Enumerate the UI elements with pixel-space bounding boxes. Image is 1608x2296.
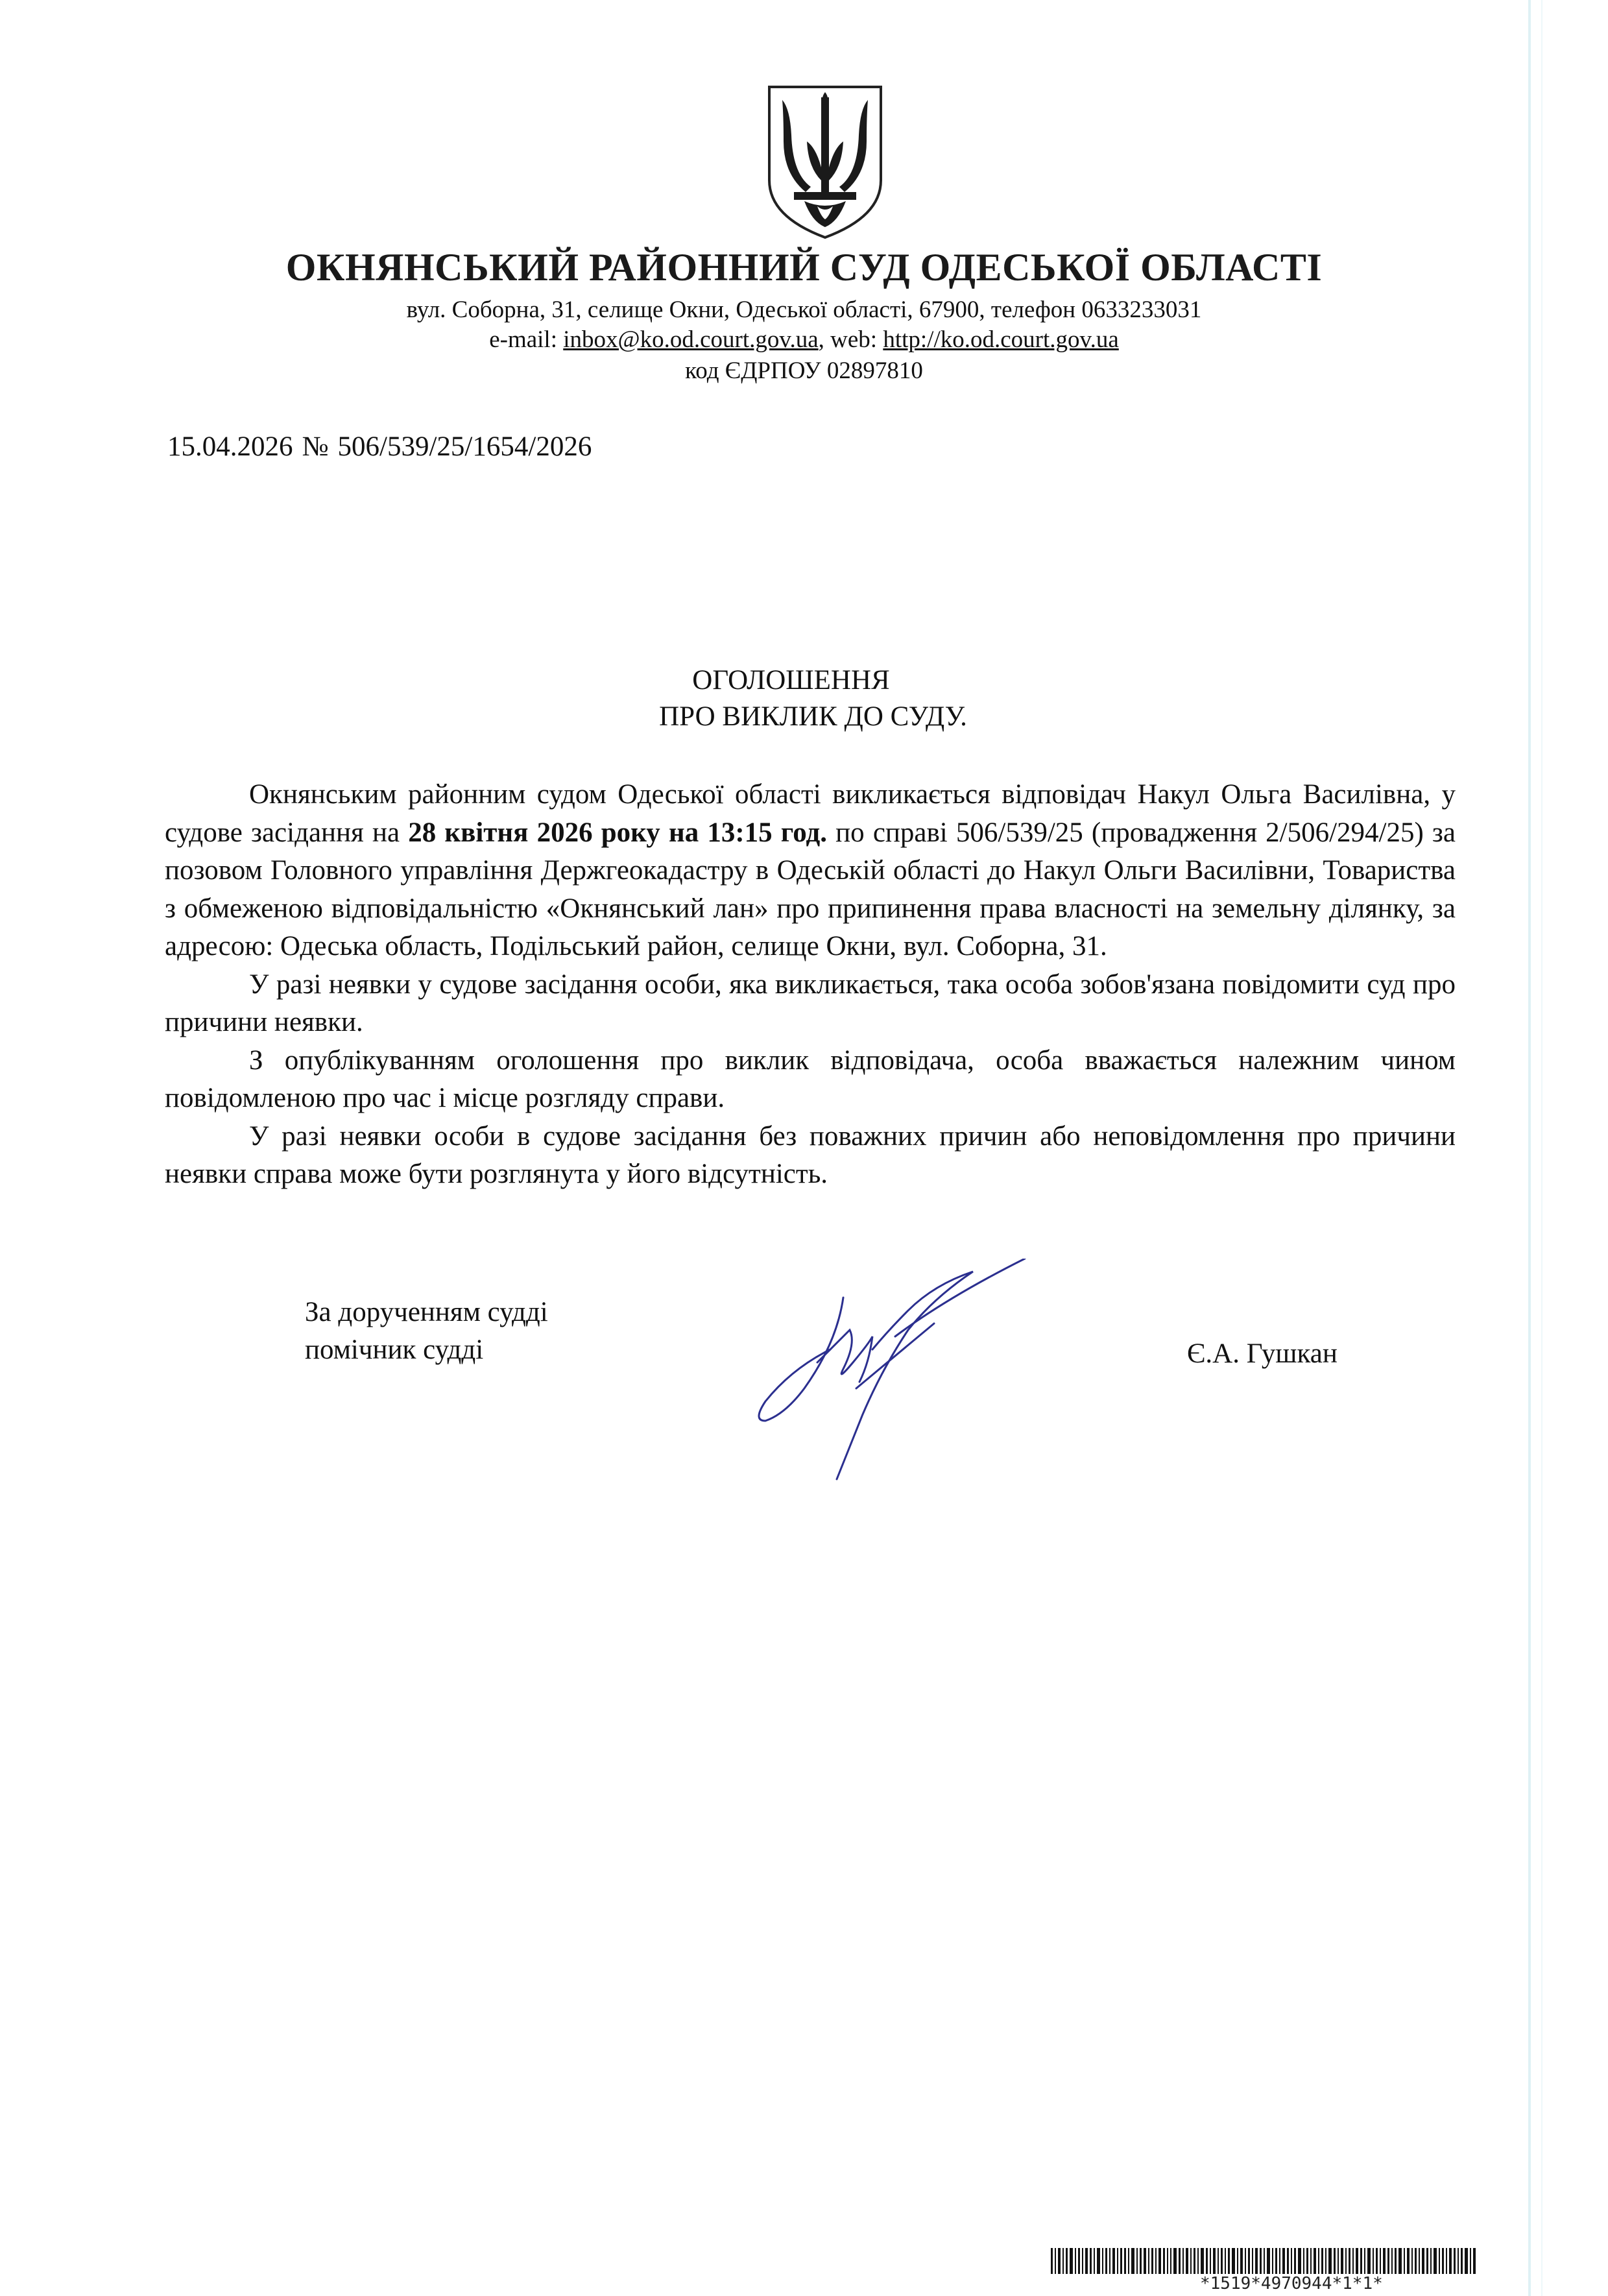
registration-line (167, 431, 592, 463)
barcode-bar (1328, 2248, 1332, 2274)
trident-emblem-icon (765, 83, 885, 241)
barcode-bar (1128, 2248, 1129, 2274)
barcode-bar (1082, 2248, 1083, 2274)
barcode-bar (1279, 2248, 1280, 2274)
announcement-title: ОГОЛОШЕННЯ (692, 665, 890, 695)
barcode-bar (1426, 2248, 1428, 2274)
number-sign: № (302, 431, 329, 462)
barcode-bar (1473, 2248, 1476, 2274)
barcode-bar (1430, 2248, 1432, 2274)
barcode-bar (1085, 2248, 1088, 2274)
barcode-bar (1422, 2248, 1424, 2274)
barcode-bar (1411, 2248, 1413, 2274)
barcode-bar (1167, 2248, 1168, 2274)
barcode-bar (1303, 2248, 1304, 2274)
barcode-bar (1404, 2248, 1405, 2274)
handwritten-signature (739, 1259, 1064, 1492)
barcode-bar (1058, 2248, 1061, 2274)
barcode-text: *1519*4970944*1*1* (1200, 2274, 1383, 2293)
barcode-bar (1232, 2248, 1235, 2274)
barcode-bar (1376, 2248, 1378, 2274)
web-label: , web: (818, 326, 883, 353)
barcode-bar (1446, 2248, 1447, 2274)
paragraph-consequences: У разі неявки особи в судове засідання без поважних причин або неповідомлення про причини неявки справа може бути розглянута у його відсутність. (165, 1120, 1456, 1189)
barcode-bar (1470, 2248, 1471, 2274)
barcode-bar (1395, 2248, 1397, 2274)
barcode-bar (1345, 2248, 1347, 2274)
barcode-bar (1465, 2248, 1468, 2274)
barcode-bar (1066, 2248, 1068, 2274)
barcode-bar (1383, 2248, 1386, 2274)
barcode-bar (1352, 2248, 1354, 2274)
barcode-bar (1155, 2248, 1157, 2274)
barcode-bar (1461, 2248, 1463, 2274)
barcode-bar (1454, 2248, 1456, 2274)
paragraph-summons: Окнянським районним судом Одеської області викликається відповідач Накул Ольга Василівна, у судове засідання на 28 квітня 2026 року на 13:15 год. по справі 506/539/25 (провадження 2/506/294/25) за позовом Головного управління Держгеокадастру в Одеській області до Накул Ольги Василівни, Товариства з обмеженою відповідальністю «Окнянський лан» про припинення права власності на земельну ділянку, за адресою: Одеська область, Подільський район, селище Окни, вул. Соборна, 31. (165, 779, 1456, 961)
signatory-role-line1: За дорученням судді (305, 1297, 548, 1327)
barcode-bar (1310, 2248, 1312, 2274)
barcode-bar (1070, 2248, 1073, 2274)
barcode-bar (1102, 2248, 1103, 2274)
barcode-bar (1190, 2248, 1192, 2274)
barcode-bar (1109, 2248, 1110, 2274)
barcode-bar (1051, 2248, 1053, 2274)
barcode-bar (1334, 2248, 1336, 2274)
barcode-bar (1407, 2248, 1410, 2274)
barcode-bar (1097, 2248, 1100, 2274)
barcode-bar (1364, 2248, 1365, 2274)
announcement-body (165, 776, 1456, 1194)
barcode-bar (1252, 2248, 1253, 2274)
barcode-bar (1314, 2248, 1316, 2274)
barcode-bar (1380, 2248, 1381, 2274)
barcode-bar (1140, 2248, 1142, 2274)
barcode-bar (1210, 2248, 1211, 2274)
barcode-bar (1194, 2248, 1195, 2274)
barcode-bar (1240, 2248, 1243, 2274)
barcode-bar (1442, 2248, 1444, 2274)
barcode-bar (1356, 2248, 1358, 2274)
barcode-bar (1373, 2248, 1374, 2274)
court-name: ОКНЯНСЬКИЙ РАЙОННИЙ СУД ОДЕСЬКОЇ ОБЛАСТІ (285, 246, 1323, 289)
barcode-bar (1321, 2248, 1323, 2274)
barcode-bar (1245, 2248, 1246, 2274)
barcode-bar (1434, 2248, 1437, 2274)
hearing-datetime: 28 квітня 2026 року на 13:15 год. (408, 817, 828, 848)
registration-number: 506/539/25/1654/2026 (337, 431, 592, 462)
barcode-bar (1218, 2248, 1219, 2274)
barcode-bar (1398, 2248, 1402, 2274)
document-barcode (1051, 2248, 1528, 2274)
barcode-bar (1349, 2248, 1350, 2274)
barcode-bar (1306, 2248, 1308, 2274)
barcode-bar (1255, 2248, 1258, 2274)
paragraph-publication: З опублікуванням оголошення про виклик відповідача, особа вважається належним чином повідомленою про час і місце розгляду справи. (165, 1045, 1456, 1113)
barcode-bar (1325, 2248, 1326, 2274)
barcode-bar (1090, 2248, 1092, 2274)
barcode-bar (1260, 2248, 1262, 2274)
barcode-bar (1228, 2248, 1230, 2274)
barcode-bar (1151, 2248, 1153, 2274)
barcode-bar (1291, 2248, 1292, 2274)
court-address: вул. Соборна, 31, селище Окни, Одеської області, 67900, телефон 0633233031 (406, 296, 1202, 323)
barcode-bar (1062, 2248, 1064, 2274)
signatory-role-line2: помічник судді (305, 1335, 484, 1365)
barcode-bar (1148, 2248, 1149, 2274)
signatory-name: Є.А. Гушкан (1187, 1338, 1338, 1369)
email-label: e-mail: (489, 326, 564, 353)
barcode-bar (1341, 2248, 1343, 2274)
barcode-bar (1170, 2248, 1171, 2274)
barcode-bar (1275, 2248, 1277, 2274)
barcode-bar (1338, 2248, 1339, 2274)
barcode-bar (1367, 2248, 1371, 2274)
edrpou-code: код ЄДРПОУ 02897810 (685, 357, 923, 384)
barcode-bar (1267, 2248, 1270, 2274)
barcode-bar (1112, 2248, 1115, 2274)
barcode-bar (1237, 2248, 1238, 2274)
barcode-bar (1282, 2248, 1285, 2274)
barcode-bar (1294, 2248, 1296, 2274)
barcode-bar (1131, 2248, 1134, 2274)
barcode-bar (1136, 2248, 1138, 2274)
barcode-bar (1419, 2248, 1420, 2274)
barcode-bar (1144, 2248, 1146, 2274)
barcode-bar (1182, 2248, 1184, 2274)
barcode-bar (1105, 2248, 1107, 2274)
barcode-bar (1318, 2248, 1319, 2274)
barcode-bar (1458, 2248, 1459, 2274)
barcode-bar (1248, 2248, 1250, 2274)
barcode-bar (1201, 2248, 1204, 2274)
barcode-bar (1449, 2248, 1452, 2274)
barcode-bar (1120, 2248, 1122, 2274)
barcode-bar (1439, 2248, 1440, 2274)
paragraph-absence-notice: У разі неявки у судове засідання особи, яка викликається, така особа зобов'язана повідомити суд про причини неявки. (165, 969, 1456, 1037)
barcode-bar (1117, 2248, 1118, 2274)
barcode-bar (1163, 2248, 1165, 2274)
barcode-bar (1221, 2248, 1223, 2274)
web-link[interactable]: http://ko.od.court.gov.ua (883, 326, 1119, 353)
barcode-bar (1055, 2248, 1056, 2274)
barcode-bar (1287, 2248, 1289, 2274)
barcode-bar (1158, 2248, 1161, 2274)
barcode-bar (1298, 2248, 1301, 2274)
barcode-bar (1078, 2248, 1080, 2274)
barcode-bar (1179, 2248, 1181, 2274)
email-link[interactable]: inbox@ko.od.court.gov.ua (563, 326, 819, 353)
barcode-bar (1391, 2248, 1393, 2274)
barcode-bar (1197, 2248, 1199, 2274)
barcode-bar (1075, 2248, 1076, 2274)
barcode-bar (1186, 2248, 1188, 2274)
barcode-bar (1415, 2248, 1417, 2274)
registration-date: 15.04.2026 (167, 431, 293, 462)
barcode-bar (1272, 2248, 1273, 2274)
barcode-bar (1124, 2248, 1126, 2274)
court-contacts (0, 326, 1608, 354)
barcode-bar (1360, 2248, 1362, 2274)
barcode-bar (1387, 2248, 1389, 2274)
signatory-role (305, 1294, 548, 1369)
barcode-bar (1173, 2248, 1177, 2274)
barcode-bar (1206, 2248, 1208, 2274)
barcode-bar (1264, 2248, 1265, 2274)
barcode-bar (1213, 2248, 1216, 2274)
barcode-bar (1094, 2248, 1095, 2274)
announcement-subtitle: ПРО ВИКЛИК ДО СУДУ. (659, 701, 967, 732)
barcode-bar (1225, 2248, 1226, 2274)
